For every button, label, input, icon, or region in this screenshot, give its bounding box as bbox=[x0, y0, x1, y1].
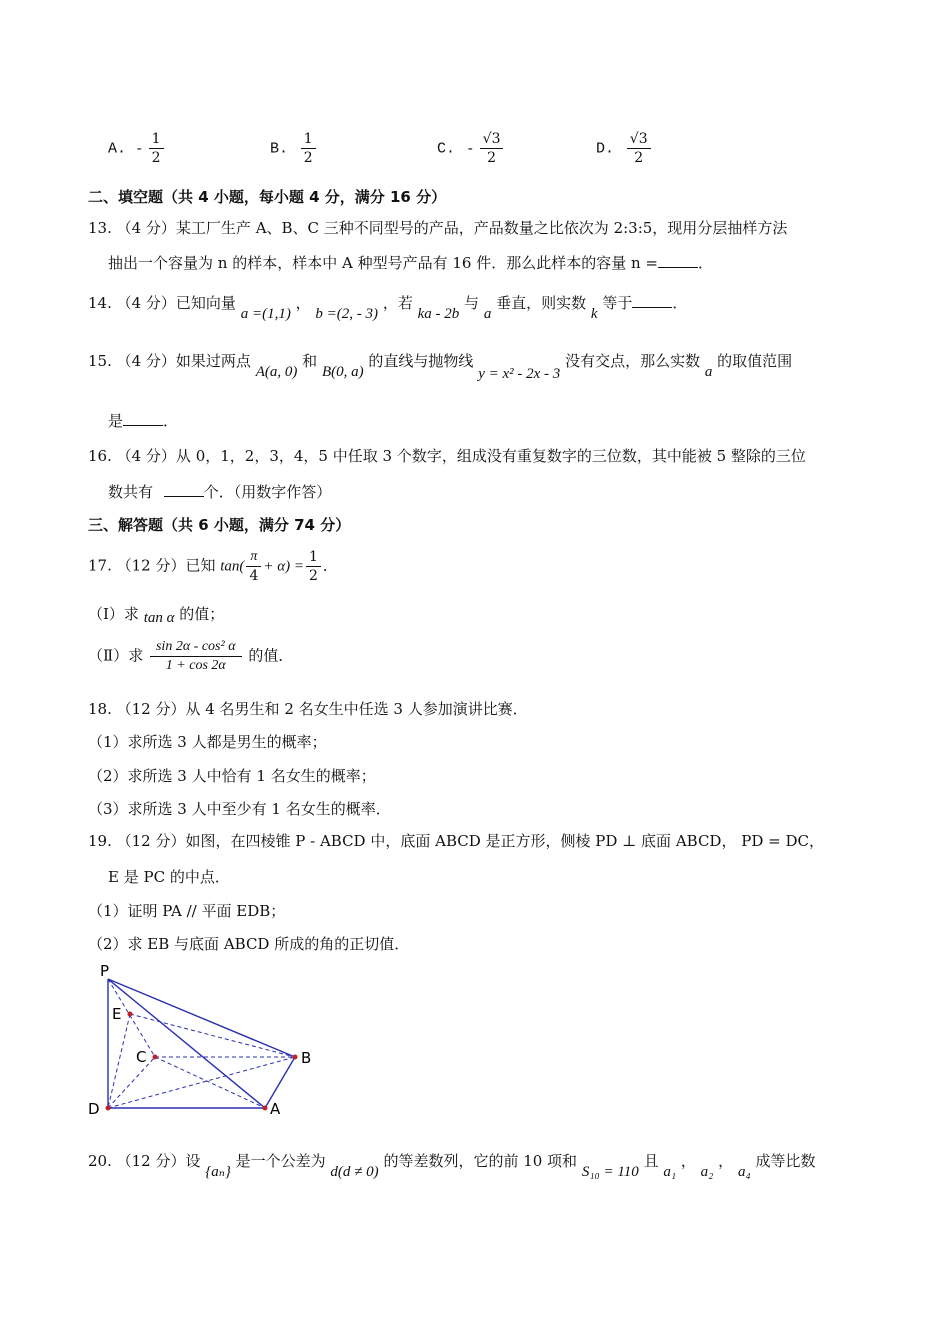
q12-option-c: C. - $\frac{√3}{2}$ bbox=[437, 130, 505, 167]
edge-EB bbox=[130, 1014, 295, 1057]
label-B: B bbox=[301, 1049, 312, 1067]
fraction: $\frac{\pi}{4}$ bbox=[246, 548, 261, 585]
label-D: D bbox=[88, 1100, 100, 1118]
section-title-fill-in: 二、填空题（共 4 小题，每小题 4 分，满分 16 分） bbox=[88, 188, 447, 206]
question-19-part2: （2）求 EB 与底面 ABCD 所成的角的正切值． bbox=[88, 935, 410, 953]
point-A bbox=[263, 1106, 268, 1111]
question-13-line1: 13. （4 分）某工厂生产 A、B、C 三种不同型号的产品，产品数量之比依次为 2:3:5，现用分层抽样方法 bbox=[88, 219, 788, 237]
fraction: $\frac{√3}{2}$ bbox=[627, 130, 651, 167]
point-D bbox=[106, 1106, 111, 1111]
question-17-part2: （Ⅱ）求 $\frac{\text{sin 2α - cos² α}}{1 + \cos 2\alpha}$ 的值． bbox=[88, 639, 294, 673]
answer-blank bbox=[658, 253, 698, 268]
question-17: 17. （12 分）已知 tan( $\frac{\pi}{4}$ + α) = $\frac{1}{2}$ ． bbox=[88, 549, 338, 584]
point-E bbox=[128, 1012, 133, 1017]
question-18-part2: （2）求所选 3 人中恰有 1 名女生的概率； bbox=[88, 767, 376, 785]
label-A: A bbox=[270, 1100, 281, 1118]
fraction: $\frac{1}{2}$ bbox=[301, 130, 316, 167]
answer-blank bbox=[123, 411, 163, 426]
question-18-part1: （1）求所选 3 人都是男生的概率； bbox=[88, 733, 327, 751]
label-E: E bbox=[112, 1005, 122, 1023]
q12-option-a: A. - $\frac{1}{2}$ bbox=[108, 130, 166, 167]
edge-ED bbox=[108, 1014, 130, 1108]
edge-PB bbox=[108, 979, 295, 1057]
label-C: C bbox=[136, 1048, 147, 1066]
fraction: $\frac{√3}{2}$ bbox=[480, 130, 504, 167]
question-13-line2: 抽出一个容量为 n 的样本，样本中 A 种型号产品有 16 件．那么此样本的容量 n = ． bbox=[108, 254, 713, 272]
pyramid-figure bbox=[80, 962, 330, 1122]
question-20: 20. （12 分）设 {aₙ} 是一个公差为 d(d ≠ 0) 的等差数列，它的前 10 项和 S₁₀ = 110 且 a₁ ， a₂ ， a₄ 成等比数 bbox=[88, 1152, 816, 1180]
question-19-line2: E 是 PC 的中点． bbox=[108, 868, 230, 886]
answer-blank bbox=[632, 293, 672, 308]
fraction: $\frac{\text{sin 2α - cos² α}}{1 + \cos 2\alpha}$ bbox=[150, 638, 242, 675]
question-15: 15. （4 分）如果过两点 A(a, 0) 和 B(0, a) 的直线与抛物线 y = x² - 2x - 3 没有交点，那么实数 a 的取值范围 bbox=[88, 352, 793, 382]
q12-option-d: D. $\frac{√3}{2}$ bbox=[596, 130, 653, 167]
question-18-part3: （3）求所选 3 人中至少有 1 名女生的概率． bbox=[88, 800, 391, 818]
q12-option-b: B. $\frac{1}{2}$ bbox=[270, 130, 318, 167]
question-14: 14. （4 分）已知向量 a =(1,1) ， b =(2, - 3) ，若 ka - 2b 与 a 垂直，则实数 k 等于 ． bbox=[88, 294, 688, 322]
question-18-line1: 18. （12 分）从 4 名男生和 2 名女生中任选 3 人参加演讲比赛． bbox=[88, 700, 528, 718]
answer-blank bbox=[164, 482, 204, 497]
point-B bbox=[293, 1055, 298, 1060]
question-17-part1: （Ⅰ）求 tan α 的值； bbox=[88, 605, 225, 626]
question-19-line1: 19. （12 分）如图，在四棱锥 P - ABCD 中，底面 ABCD 是正方形，侧棱 PD ⊥ 底面 ABCD， PD = DC， bbox=[88, 832, 824, 850]
point-C bbox=[153, 1055, 158, 1060]
section-title-solutions: 三、解答题（共 6 小题，满分 74 分） bbox=[88, 516, 351, 534]
question-19-part1: （1）证明 PA // 平面 EDB； bbox=[88, 902, 286, 920]
label-P: P bbox=[100, 962, 110, 980]
question-16-line1: 16. （4 分）从 0，1，2，3，4，5 中任取 3 个数字，组成没有重复数字的三位数，其中能被 5 整除的三位 bbox=[88, 447, 806, 465]
edge-CD bbox=[108, 1057, 155, 1108]
fraction: $\frac{1}{2}$ bbox=[306, 548, 321, 585]
edge-CA bbox=[155, 1057, 265, 1108]
question-16-line2: 数共有 个．（用数字作答） bbox=[108, 483, 332, 501]
question-15-line2: 是 ． bbox=[108, 412, 179, 430]
fraction: $\frac{1}{2}$ bbox=[149, 130, 164, 167]
